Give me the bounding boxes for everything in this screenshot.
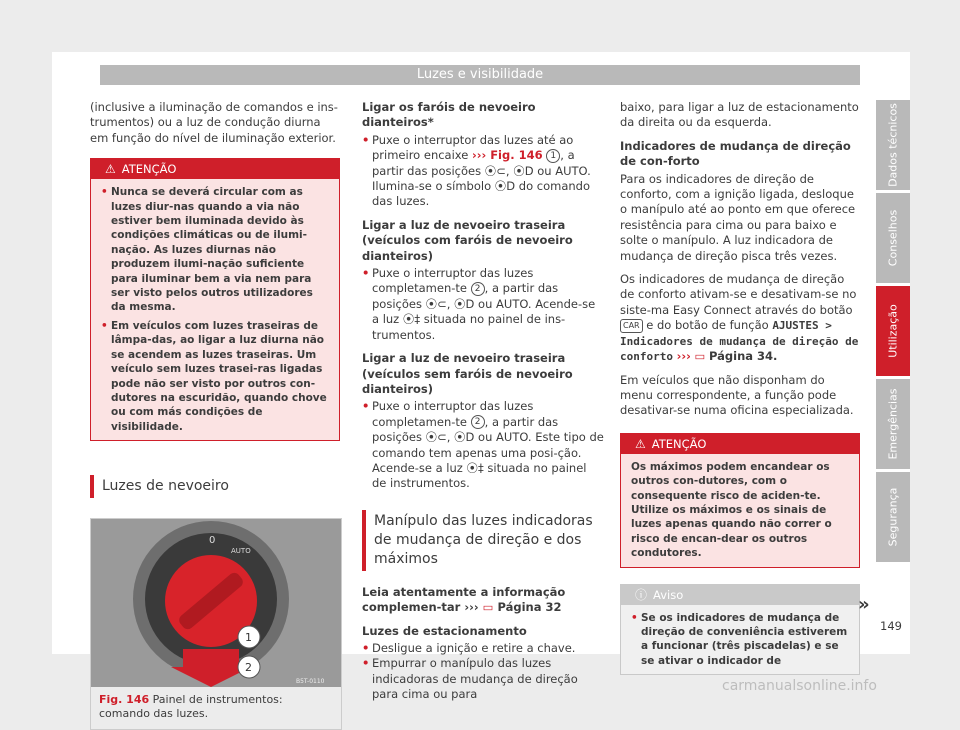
paragraph: Para os indicadores de direção de conforto, com a ignição ligada, desloque o manípulo até ao ponto em que oferece resistência para cima ou para baixo e solte o manípulo. A luz indicadora de mudança de direção pisca três vezes. (620, 171, 856, 263)
warning-title: ATENÇÃO (121, 162, 177, 177)
callout-ref: 1 (546, 149, 560, 163)
instruction-rear-fog-without (362, 399, 604, 491)
instruction-item: • Desligue a ignição e retire a chave. (362, 641, 604, 656)
note-title: Aviso (653, 587, 684, 602)
section-title-indicators: Manípulo das luzes indicadoras de mudança de direção e dos máximos (362, 510, 604, 571)
paragraph: Em veículos que não disponham do menu correspondente, a função pode desativar-se numa oficina especializada. (620, 372, 854, 418)
menu-path: AJUSTES > Indicadores de mudança de direção de conforto (620, 319, 859, 364)
paragraph-text: e do botão de função (646, 318, 769, 333)
tab-label: Utilização (886, 304, 900, 358)
note-item: • Se os indicadores de mudança de direção de conveniência estiverem a funcionar (três piscadelas) e se se ativar o indicador de (631, 611, 849, 669)
heading-rear-fog-without: Ligar a luz de nevoeiro traseira (veículos sem faróis de nevoeiro dianteiros) (362, 351, 573, 396)
section-title-fog-lights: Luzes de nevoeiro (90, 475, 340, 498)
instruction-text: , a partir das posições ⦿⊂, ⦿D ou AUTO. Ilumina-se o símbolo ⦿D do comando das luzes. (372, 148, 591, 209)
heading-rear-fog-with: Ligar a luz de nevoeiro traseira (veículos com faróis de nevoeiro dianteiros) (362, 217, 573, 263)
warning-title: ATENÇÃO (651, 436, 707, 451)
callout-2: 2 (245, 661, 252, 675)
tab-label: Conselhos (886, 209, 900, 267)
tab-label: Dados técnicos (886, 103, 900, 187)
chapter-tabs (876, 100, 910, 565)
instruction-text: , a partir das posições ⦿⊂, ⦿D ou AUTO. Este tipo de comando tem apenas uma posi-ção. Acende-se a luz ⦿‡ situada no painel de instrumentos. (372, 414, 604, 491)
heading-parking-lights: Luzes de estacionamento (362, 623, 527, 638)
tab-label: Emergências (886, 388, 900, 460)
page-link[interactable]: Página 34. (709, 349, 778, 364)
figure-code: B5T-0110 (296, 678, 325, 686)
callout-ref: 2 (471, 282, 485, 296)
warning-header (621, 434, 859, 454)
instruction-text: Puxe o interruptor das luzes completamen-te (372, 266, 534, 296)
continue-mark: » (858, 594, 870, 615)
instruction-item: • Empurrar o manípulo das luzes indicadoras de mudança de direção para cima ou para (362, 656, 604, 702)
car-button-icon: CAR (620, 319, 643, 333)
dial-zero-label: 0 (209, 535, 216, 547)
note-box (620, 584, 860, 676)
lead-paragraph (362, 585, 604, 616)
note-header (621, 585, 859, 605)
warning-item: • Em veículos com luzes traseiras de lâmpa-das, ao ligar a luz diurna não se acendem as luzes traseiras. Um veículo sem luzes trasei-ras ligadas pode não ser visto por outros con-dutores na escuridão, quando chove ou com más condições de visibilidade. (101, 319, 329, 434)
column-2 (362, 100, 604, 703)
tab-dados-tecnicos[interactable] (876, 100, 910, 190)
warning-header (91, 159, 339, 179)
figure-link[interactable]: ››› Fig. 146 (471, 148, 543, 163)
heading-comfort-indicators: Indicadores de mudança de direção de con-forto (620, 138, 851, 169)
page-header: Luzes e visibilidade (100, 65, 860, 85)
column-1 (90, 100, 340, 730)
figure-146 (90, 518, 342, 730)
column-3 (620, 100, 860, 675)
page-number: 149 (880, 619, 902, 633)
ref-arrow: ››› (676, 349, 691, 364)
paragraph: baixo, para ligar a luz de estacionamento da direita ou da esquerda. (620, 100, 859, 130)
tab-label: Segurança (886, 487, 900, 547)
info-icon: ⓘ (635, 587, 648, 602)
page-link[interactable]: Página 32 (497, 600, 562, 615)
figure-caption-text: Painel de instrumentos: comando das luzes. (99, 693, 283, 721)
warning-box (90, 158, 340, 441)
dial-auto-label: AUTO (231, 547, 251, 556)
figure-caption (91, 687, 341, 729)
tab-utilizacao[interactable] (876, 286, 910, 376)
warning-item: • Nunca se deverá circular com as luzes diur-nas quando a via não estiver bem iluminada devido às condições climáticas ou de ilumi-nação. As luzes diurnas não produzem ilumi-nação suficiente para iluminar bem a via nem para ser visto pelos outros utilizadores da mesma. (101, 185, 329, 315)
note-body (621, 605, 859, 675)
heading-front-fog: Ligar os faróis de nevoeiro dianteiros* (362, 100, 536, 130)
warning-triangle-icon: ⚠ (105, 162, 116, 177)
figure-label: Fig. 146 (99, 693, 150, 707)
callout-1: 1 (245, 631, 252, 645)
paragraph-text: Os indicadores de mudança de direção de conforto ativam-se e desativam-se no siste-ma Easy Connect através do botão (620, 272, 857, 317)
paragraph-easy-connect (620, 272, 860, 364)
instruction-text: Puxe o interruptor das luzes completamen-te (372, 399, 534, 429)
tab-conselhos[interactable] (876, 193, 910, 283)
instruction-text: , a partir das posições ⦿⊂, ⦿D ou AUTO. Acende-se a luz ⦿‡ situada no painel de ins-trumentos. (372, 281, 596, 342)
warning-box (620, 433, 860, 568)
instruction-front-fog (362, 133, 604, 210)
callout-ref: 2 (471, 415, 485, 429)
watermark: carmanualsonline.info (722, 678, 877, 694)
instruction-rear-fog-with (362, 266, 604, 343)
warning-body: Os máximos podem encandear os outros con-dutores, com o consequente risco de aciden-te. Utilize os máximos e os sinais de luzes apenas quando não correr o risco de encan-dear os outros condutores. (621, 454, 859, 567)
warning-triangle-icon: ⚠ (635, 436, 646, 451)
light-switch-illustration (91, 519, 341, 687)
tab-emergencias[interactable] (876, 379, 910, 469)
instruction-text: Puxe o interruptor das luzes até ao primeiro encaixe (372, 132, 574, 163)
warning-body (91, 179, 339, 440)
book-icon: ▭ (694, 349, 706, 364)
intro-paragraph: (inclusive a iluminação de comandos e ins-trumentos) ou a luz de condução diurna em função do nível de iluminação exterior. (90, 100, 338, 145)
lead-text: Leia atentamente a informação complemen-tar ››› (362, 584, 566, 615)
tab-seguranca[interactable] (876, 472, 910, 562)
book-icon: ▭ (482, 600, 494, 615)
